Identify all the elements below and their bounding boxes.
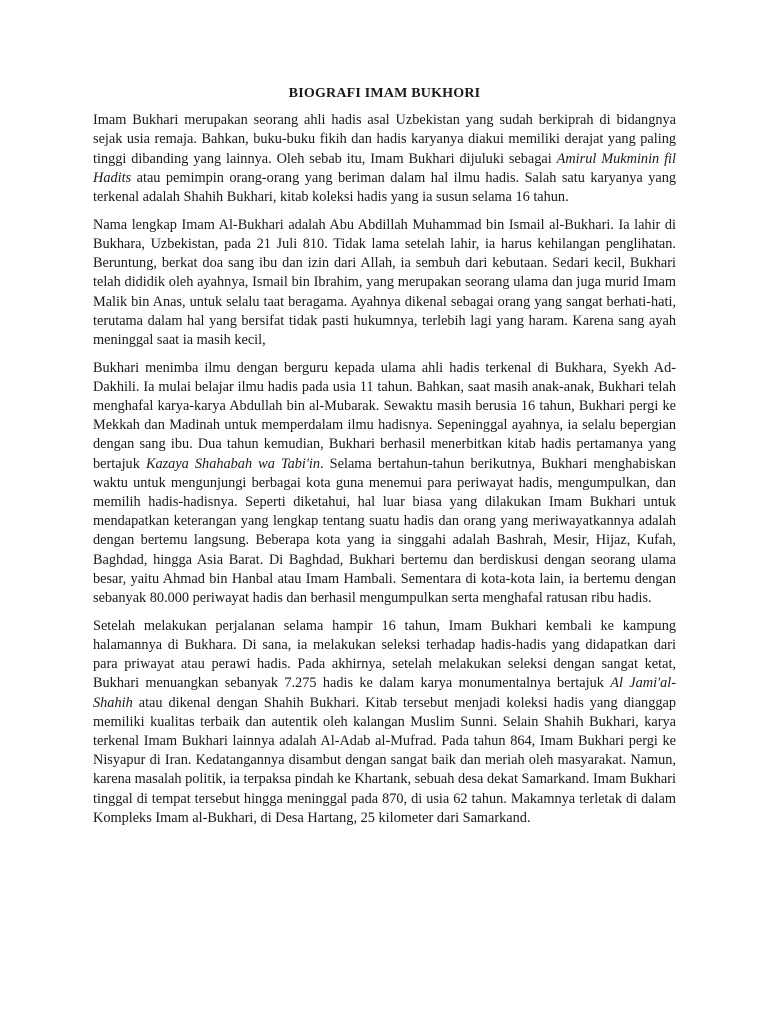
paragraph-3 (93, 359, 676, 609)
paragraph-1-text-a: Imam Bukhari merupakan seorang ahli hadis asal Uzbekistan yang sudah berkiprah di bidangnya sejak usia remaja. Bahkan, buku-buku fikih dan hadis karyanya diakui memiliki derajat yang paling tinggi dibanding yang lainnya. Oleh sebab itu, Imam Bukhari dijuluki sebagai (93, 112, 676, 167)
paragraph-4-text-a: Setelah melakukan perjalanan selama hampir 16 tahun, Imam Bukhari kembali ke kampung halamannya di Bukhara. Di sana, ia melakukan seleksi terhadap hadis-hadis yang didapatkan dari para priwayat atau perawi hadis. Pada akhirnya, setelah melakukan seleksi dengan sangat ketat, Bukhari menuangkan sebanyak 7.275 hadis ke dalam karya monumentalnya bertajuk (93, 617, 676, 692)
paragraph-2: Nama lengkap Imam Al-Bukhari adalah Abu Abdillah Muhammad bin Ismail al-Bukhari. Ia lahir di Bukhara, Uzbekistan, pada 21 Juli 810. Tidak lama setelah lahir, ia harus kehilangan penglihatan. Beruntung, berkat doa sang ibu dan izin dari Allah, ia sembuh dari kebutaan. Sedari kecil, Bukhari telah dididik oleh ayahnya, Ismail bin Ibrahim, yang merupakan seorang ulama dan juga murid Imam Malik bin Anas, untuk selalu taat beragama. Ayahnya dikenal sebagai orang yang sangat berhati-hati, terutama dalam hal yang bersifat tidak pasti hukumnya, terlebih lagi yang haram. Karena sang ayah meninggal saat ia masih kecil, (93, 216, 676, 348)
document-page (93, 84, 676, 837)
paragraph-3-text-a: Bukhari menimba ilmu dengan berguru kepada ulama ahli hadis terkenal di Bukhara, Syekh Ad-Dakhili. Ia mulai belajar ilmu hadis pada usia 11 tahun. Bahkan, saat masih anak-anak, Bukhari telah menghafal karya-karya Abdullah bin al-Mubarak. Sewaktu masih berusia 16 tahun, Bukhari pergi ke Mekkah dan Madinah untuk memperdalam ilmu hadisnya. Sepeninggal ayahnya, ia selalu bepergian dengan sang ibu. Dua tahun kemudian, Bukhari berhasil menerbitkan kitab hadis pertamanya yang bertajuk (93, 359, 676, 472)
paragraph-4-text-b: atau dikenal dengan Shahih Bukhari. Kitab tersebut menjadi koleksi hadis yang dianggap memiliki kualitas terbaik dan autentik oleh kalangan Muslim Sunni. Selain Shahih Bukhari, karya terkenal Imam Bukhari lainnya adalah Al-Adab al-Mufrad. Pada tahun 864, Imam Bukhari pergi ke Nisyapur di Iran. Kedatangannya disambut dengan sangat baik dan meriah oleh masyarakat. Namun, karena masalah politik, ia terpaksa pindah ke Khartank, sebuah desa dekat Samarkand. Imam Bukhari tinggal di tempat tersebut hingga meninggal pada 870, di usia 62 tahun. Makamnya terletak di dalam Kompleks Imam al-Bukhari, di Desa Hartang, 25 kilometer dari Samarkand. (93, 694, 676, 826)
paragraph-4 (93, 617, 676, 828)
document-title: BIOGRAFI IMAM BUKHORI (288, 86, 481, 101)
paragraph-3-text-b: . Selama bertahun-tahun berikutnya, Bukhari menghabiskan waktu untuk mengunjungi berbagai kota guna menemui para periwayat hadis, mengumpulkan, dan memilih hadis-hadisnya. Seperti diketahui, hal luar biasa yang dilakukan Imam Bukhari untuk mendapatkan keterangan yang lengkap tentang suatu hadis dan orang yang meriwayatkannya adalah dengan bertemu langsung. Beberapa kota yang ia singgahi adalah Bashrah, Mesir, Hijaz, Kufah, Baghdad, hingga Asia Barat. Di Baghdad, Bukhari bertemu dan berdiskusi dengan seorang ulama besar, yaitu Ahmad bin Hanbal atau Imam Hambali. Sementara di kota-kota lain, ia bertemu dengan sebanyak 80.000 periwayat hadis dan berhasil mengumpulkan serta menghafal ratusan ribu hadis. (93, 455, 676, 607)
paragraph-4-italic-term: Al Jami'al-Shahih (93, 675, 676, 711)
paragraph-1-text-b: atau pemimpin orang-orang yang beriman dalam hal ilmu hadis. Salah satu karyanya yang terkenal adalah Shahih Bukhari, kitab koleksi hadis yang ia susun selama 16 tahun. (93, 169, 676, 206)
paragraph-3-italic-term: Kazaya Shahabah wa Tabi'in (145, 455, 321, 472)
paragraph-1 (93, 111, 676, 207)
paragraph-1-italic-term: Amirul Mukminin fil Hadits (93, 150, 676, 186)
